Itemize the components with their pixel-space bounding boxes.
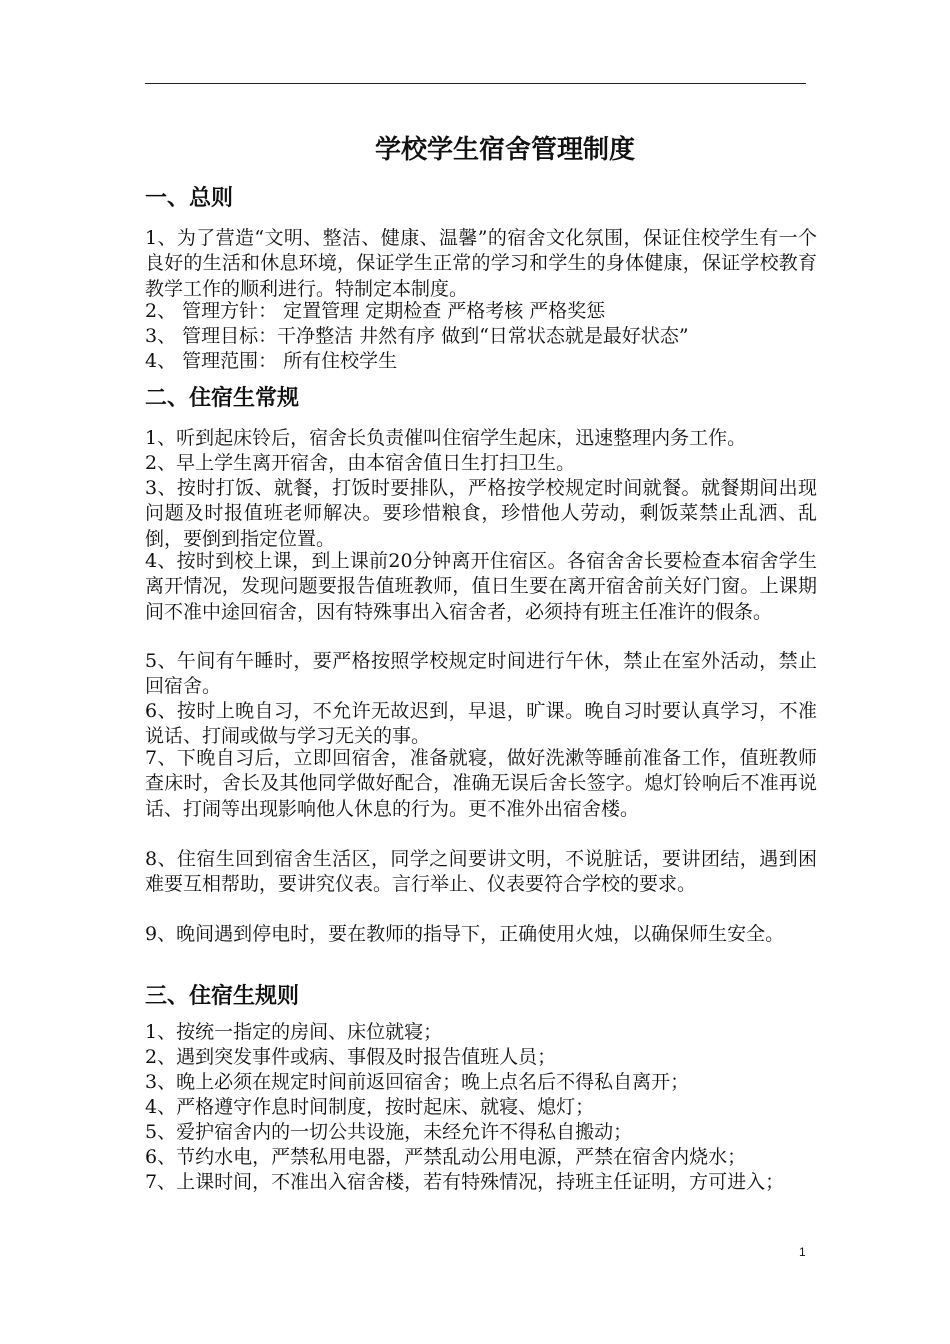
page-title: 学校学生宿舍管理制度 [374,135,635,165]
paragraph: 3、按时打饭、就餐，打饭时要排队，严格按学校规定时间就餐。就餐期间出现问题及时报值班老师解决。要珍惜粮食，珍惜他人劳动，剩饭菜禁止乱洒、乱倒，要倒到指定位置。 [145,477,817,550]
paragraph: 1、听到起床铃后，宿舍长负责催叫住宿学生起床，迅速整理内务工作。 [145,427,747,449]
paragraph: 2、 管理方针： 定置管理 定期检查 严格考核 严格奖惩 [145,300,606,322]
paragraph: 8、住宿生回到宿舍生活区，同学之间要讲文明，不说脏话，要讲团结，遇到困难要互相帮助，要讲究仪表。言行举止、仪表要符合学校的要求。 [145,848,817,896]
paragraph: 5、午间有午睡时，要严格按照学校规定时间进行午休，禁止在室外活动，禁止回宿舍。 [145,650,817,698]
section-heading-rules: 三、住宿生规则 [145,984,300,1009]
section-heading-general: 一、总则 [145,186,234,211]
paragraph: 6、按时上晚自习，不允许无故迟到，早退，旷课。晚自习时要认真学习，不准说话、打闹或做与学习无关的事。 [145,700,817,748]
section-heading-routine: 二、住宿生常规 [145,386,300,411]
paragraph: 1、为了营造“文明、整洁、健康、温馨”的宿舍文化氛围，保证住校学生有一个良好的生活和休息环境，保证学生正常的学习和学生的身体健康，保证学校教育教学工作的顺利进行。特制定本制度。 [145,227,817,300]
paragraph: 4、按时到校上课，到上课前20分钟离开住宿区。各宿舍舍长要检查本宿舍学生离开情况，发现问题要报告值班教师，值日生要在离开宿舍前关好门窗。上课期间不准中途回宿舍，因有特殊事出入宿舍者，必须持有班主任准许的假条。 [145,550,817,623]
paragraph: 6、节约水电，严禁私用电器，严禁乱动公用电源，严禁在宿舍内烧水； [145,1146,747,1168]
paragraph: 4、严格遵守作息时间制度，按时起床、就寝、熄灯； [145,1096,595,1118]
paragraph: 3、晚上必须在规定时间前返回宿舍；晚上点名后不得私自离开； [145,1071,690,1093]
paragraph: 1、按统一指定的房间、床位就寝； [145,1021,443,1043]
paragraph: 2、早上学生离开宿舍，由本宿舍值日生打扫卫生。 [145,452,576,474]
paragraph: 3、 管理目标：干净整洁 井然有序 做到“日常状态就是最好状态” [145,325,689,347]
paragraph: 7、下晚自习后，立即回宿舍，准备就寝，做好洗漱等睡前准备工作，值班教师查床时，舍长及其他同学做好配合，准确无误后舍长签字。熄灯铃响后不准再说话、打闹等出现影响他人休息的行为。更不准外出宿舍楼。 [145,747,817,820]
paragraph: 5、爱护宿舍内的一切公共设施，未经允许不得私自搬动； [145,1121,633,1143]
paragraph: 7、上课时间，不准出入宿舍楼，若有特殊情况，持班主任证明，方可进入； [145,1171,785,1193]
header-rule [145,83,806,84]
page-number: 1 [799,1245,806,1259]
paragraph: 9、晚间遇到停电时，要在教师的指导下，正确使用火烛，以确保师生安全。 [145,923,785,945]
paragraph: 4、 管理范围： 所有住校学生 [145,350,398,372]
paragraph: 2、遇到突发事件或病、事假及时报告值班人员； [145,1046,557,1068]
